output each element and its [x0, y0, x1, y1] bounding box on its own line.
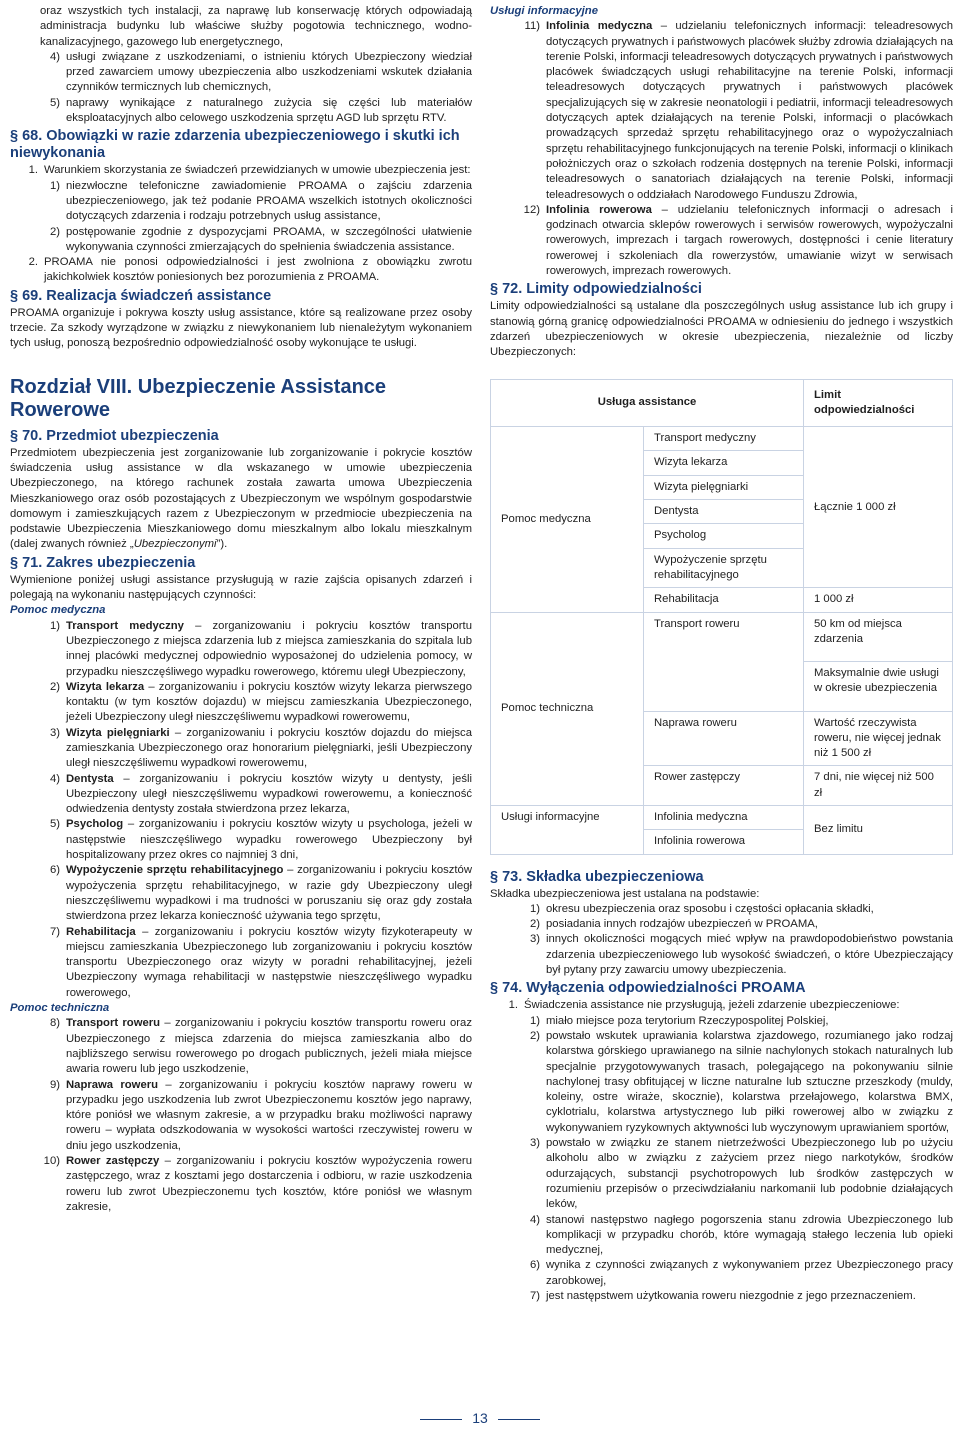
right-column: [490, 4, 953, 1304]
paragraph: Wymienione poniżej usługi assistance przysługują w razie zajścia opisanych zdarzeń i polegają na wykonaniu następujących czynności:: [10, 573, 472, 602]
table-row: [491, 805, 953, 829]
table-header-row: [491, 379, 953, 427]
paragraph: Przedmiotem ubezpieczenia jest zorganizowanie lub zorganizowanie i pokrycie kosztów świadczenia usług assistance w dla wskazanego w umowie ubezpieczenia Ubezpieczonego, na którego rachunek została zawarta umowa Ubezpieczenia Mieszkaniowego oraz osób pozostających z Ubezpieczonym we wspólnym gospodarstwie domowym i zamieszkujących razem z Ubezpieczonym w przedmiocie ubezpieczenia na podstawie Ubezpieczenia Mieszkaniowego domu mieszkalnym albo lokalu mieszkalnym (dalej zwanych również „Ubezpieczonymi”).: [10, 446, 472, 551]
page-number: 13: [472, 1410, 488, 1426]
section-heading: § 68. Obowiązki w razie zdarzenia ubezpieczeniowego i skutki ich niewykonania: [10, 128, 460, 162]
subheading: Pomoc techniczna: [10, 1002, 110, 1015]
table-cell: Rehabilitacja: [644, 588, 804, 612]
table-cell: Transport roweru: [644, 612, 804, 711]
table-cell: Dentysta: [644, 500, 804, 524]
chapter-title: Rozdział VIII. Ubezpieczenie Assistance Rowerowe: [10, 375, 387, 421]
list-item: 9) Naprawa roweru – zorganizowaniu i pokryciu kosztów naprawy roweru w przypadku jego uszkodzenia lub zwrot Ubezpieczonemu kosztów jego naprawy, które poniósł we własnym zakresie, a w przypadku braku możliwości naprawy roweru – wypłata odszkodowania w wysokości wartości rzeczywistej roweru w dniu jego uszkodzenia,: [49, 1078, 472, 1152]
table-cell: Wypożyczenie sprzętu rehabilitacyjnego: [644, 548, 804, 588]
table-cell: 7 dni, nie więcej niż 500 zł: [804, 766, 953, 806]
list-item: 2. PROAMA nie ponosi odpowiedzialności i jest zwolniona z obowiązku zwrotu jakichkolwiek kosztów poniesionych bez porozumienia z PROAMA.: [28, 256, 472, 284]
paragraph: Limity odpowiedzialności są ustalane dla poszczególnych usług assistance lub ich grupy i stanowią górną granicę odpowiedzialności PROAMA w odniesieniu do jednego i wszystkich zdarzeń ubezpieczeniowych w okresie ubezpieczenia, niezależnie od liczby Ubezpieczonych:: [490, 300, 953, 359]
list-item: 1) niezwłoczne telefoniczne zawiadomienie PROAMA o zajściu zdarzenia ubezpieczeniowego, jak też podanie PROAMA wszelkich istotnych okoliczności dotyczących zdarzenia i rodzaju potrzebnych usług assistance,: [49, 179, 472, 223]
limits-table: [490, 379, 953, 855]
table-cell: 1 000 zł: [804, 588, 953, 612]
table-cell: Bez limitu: [804, 805, 953, 854]
section-heading: § 73. Składka ubezpieczeniowa: [490, 868, 704, 885]
table-cell: 50 km od miejsca zdarzenia: [804, 612, 953, 662]
left-column: [10, 4, 472, 1215]
list-item: 6) Wypożyczenie sprzętu rehabilitacyjnego – zorganizowaniu i pokryciu kosztów wypożyczenia sprzętu rehabilitacyjnego, w razie gdy Ubezpieczony uległ nieszczęśliwemu wypadkowi i ma trudności w poruszaniu się oraz gdy została stwierdzona przez lekarza konieczność używania tego sprzętu,: [49, 864, 473, 923]
list-item: 2) posiadania innych rodzajów ubezpieczeń w PROAMA,: [529, 918, 818, 931]
section-heading: § 74. Wyłączenia odpowiedzialności PROAMA: [490, 980, 806, 997]
footer-rule: [420, 1419, 462, 1420]
list-item: 3) Wizyta pielęgniarki – zorganizowaniu i pokryciu kosztów dojazdu do miejsca zamieszkania Ubezpieczonego oraz honorarium pielęgniarki, jeśli Ubezpieczony uległ nieszczęśliwemu wypadkowi rowerowemu,: [49, 726, 472, 770]
list-item: oraz wszystkich tych instalacji, za naprawę lub konserwację których odpowiadają administracja budynku lub właściwe służby pogotowia technicznego, wodno-kanalizacyjnego, gazowego lub energetycznego,: [40, 5, 472, 48]
table-cell: Naprawa roweru: [644, 711, 804, 766]
footer-rule: [498, 1419, 540, 1420]
table-cell: Pomoc techniczna: [491, 612, 644, 805]
list-item: 8) Transport roweru – zorganizowaniu i pokryciu kosztów transportu roweru oraz Ubezpieczonego z miejsca zdarzenia do miejsca zamieszkania albo do najbliższego serwisu rowerowego po drogach publicznych, jeżeli miała miejsce awaria roweru lub jego uszkodzenie,: [49, 1017, 472, 1076]
list-item: 2) Wizyta lekarza – zorganizowaniu i pokryciu kosztów wizyty lekarza pierwszego kontaktu (w tym kosztów dojazdu) w miejscu zamieszkania Ubezpieczonego, jeżeli Ubezpieczony uległ nieszczęśliwemu wypadkowi rowerowemu,: [49, 680, 472, 724]
list-item: 4) Dentysta – zorganizowaniu i pokryciu kosztów wizyty u dentysty, jeśli Ubezpieczony uległ nieszczęśliwemu wypadkowi rowerowemu, a konieczność odwiedzenia dentysty została stwierdzona przez lekarza,: [49, 772, 472, 816]
table-row: [491, 612, 953, 662]
list-item: 2) postępowanie zgodnie z dyspozycjami PROAMA, w szczególności ułatwienie wykonywania czynności zmierzających do spełnienia świadczenia assistance.: [49, 225, 472, 253]
subheading: Pomoc medyczna: [10, 604, 106, 617]
list-item: 2) powstało wskutek uprawiania kolarstwa zjazdowego, rozumianego jako rodzaj kolarstwa górskiego uprawianego na silnie nachylonych stokach naturalnych lub specjalnie przygotowywanych trasach, polegającego na pokonywaniu silnie nachylonej trasy obfitującej w liczne naturalne lub sztuczne przeszkody (muldy, koleiny, ostre wiraże, skocznie), kolarstwa przełajowego, kolarstwa BMX, cyklotrialu, kolarstwa artystycznego lub piłki rowerowej albo w związku z wykonywaniem ryzykownych aktywności lub wyczynowym uprawianiem sportów,: [529, 1029, 953, 1134]
list-item: 1) Transport medyczny – zorganizowaniu i pokryciu kosztów transportu Ubezpieczonego z miejsca zdarzenia lub z miejsca zamieszkania do szpitala lub innej placówki medycznej odpowiednio wyposażonej do udzielenia pomocy, w przypadku nieszczęśliwego wypadku rowerowego, któremu uległ Ubezpieczony,: [49, 619, 472, 678]
page-footer: [0, 1411, 960, 1426]
list-item: 5) Psycholog – zorganizowaniu i pokryciu kosztów wizyty u psychologa, jeżeli w następstwie nieszczęśliwego wypadku rowerowego Ubezpieczony był hospitalizowany przez okres co najmniej 3 dni,: [49, 818, 472, 862]
table-header: Limit odpowiedzialności: [804, 379, 953, 427]
table-cell: Maksymalnie dwie usługi w okresie ubezpieczenia: [804, 662, 953, 712]
list-item: 3) powstało w związku ze stanem nietrzeźwości Ubezpieczonego lub po użyciu alkoholu albo w związku z zażyciem przez niego narkotyków, środków odurzających, substancji psychotropowych lub środków zastępczych w rozumieniu przepisów o przeciwdziałaniu narkomanii lub podobnie działających leków,: [529, 1137, 953, 1211]
list-item: 6) wynika z czynności związanych z wykonywaniem przez Ubezpieczonego pracy zarobkowej,: [529, 1259, 953, 1287]
list-item: 7) jest następstwem użytkowania roweru niezgodnie z jego przeznaczeniem.: [529, 1290, 916, 1302]
list-item: 3) innych okoliczności mogących mieć wpływ na prawdopodobieństwo powstania zdarzenia ubezpieczeniowego lub wysokość świadczeń, o które Ubezpieczający był pytany przy zawarciu umowy ubezpieczenia.: [529, 933, 953, 977]
list-item: 5) naprawy wynikające z naturalnego zużycia się części lub materiałów eksploatacyjnych albo celowego uszkodzenia sprzętu AGD lub sprzętu RTV.: [49, 96, 472, 125]
list-item: 4) usługi związane z uszkodzeniami, o istnieniu których Ubezpieczony wiedział przed zawarciem umowy ubezpieczenia albo uszkodzeniami wskutek działania czynników termicznych lub chemicznych,: [49, 50, 472, 94]
list-item: 7) Rehabilitacja – zorganizowaniu i pokryciu kosztów wizyty fizykoterapeuty w miejscu zamieszkania Ubezpieczonego lub zorganizowaniu i pokryciu kosztów transportu Ubezpieczonego oraz wizyty w poradni rehabilitacyjnej, jeżeli Ubezpieczony wymaga rehabilitacji w następstwie nieszczęśliwego wypadku rowerowego,: [49, 925, 472, 999]
list-item: 1. Warunkiem skorzystania ze świadczeń przewidzianych w umowie ubezpieczenia jest:: [28, 164, 471, 177]
section-heading: § 72. Limity odpowiedzialności: [490, 281, 702, 298]
list-item: 11) Infolinia medyczna – udzielaniu telefonicznych informacji: teleadresowych dotyczących prywatnych i państwowych placówek służby zdrowia działających na terenie Polski, informacji teleadresowych dotyczących prywatnych i państwowych placówek świadczących usługi rehabilitacyjne na terenie Polski, informacji teleadresowych dotyczących prywatnych i państwowych placówek specjalizujących się w zakresie neonatologii i pediatrii, informacji teleadresowych dotyczących aptek działających na terenie Polski, informacji o placówkach prowadzących sprzedaż sprzętu rehabilitacyjnego oraz o wypożyczalniach sprzętu rehabilitacyjnego funkcjonujących na terenie Polski, informacji o klinikach położniczych oraz o szkołach rodzenia dostępnych na terenie Polski, informacji teleadresowych o sanatoriach działających na terenie Polski, informacji teleadresowych o oddziałach Narodowego Funduszu Zdrowia,: [524, 20, 953, 201]
table-cell: Transport medyczny: [644, 427, 804, 451]
table-cell: Pomoc medyczna: [491, 427, 644, 612]
table-cell: Wizyta pielęgniarki: [644, 475, 804, 499]
table-cell: Łącznie 1 000 zł: [804, 427, 953, 588]
table-cell: Wizyta lekarza: [644, 451, 804, 475]
section-heading: § 70. Przedmiot ubezpieczenia: [10, 427, 219, 444]
subheading: Usługi informacyjne: [490, 5, 598, 17]
list-item: 10) Rower zastępczy – zorganizowaniu i pokryciu kosztów wypożyczenia roweru zastępczego, wraz z kosztami jego dostarczenia i odbioru, w razie uszkodzenia roweru lub zwrot Ubezpieczonemu tych kosztów, które poniósł we własnym zakresie,: [43, 1155, 472, 1213]
paragraph: PROAMA organizuje i pokrywa koszty usług assistance, które są realizowane przez osoby trzecie. Za szkody wyrządzone w związku z niewykonaniem lub nienależytym wykonaniem tych usług, ponoszą bezpośrednio odpowiedzialność osoby wykonujące te usługi.: [10, 306, 472, 350]
list-item: 4) stanowi następstwo nagłego pogorszenia stanu zdrowia Ubezpieczonego lub komplikacji w przypadku chorób, które wymagają stałego leczenia lub opieki medycznej,: [529, 1213, 953, 1257]
list-item: 1) miało miejsce poza terytorium Rzeczypospolitej Polskiej,: [529, 1014, 829, 1027]
table-header: Usługa assistance: [491, 379, 804, 427]
table-cell: Infolinia medyczna: [644, 805, 804, 829]
section-heading: § 71. Zakres ubezpieczenia: [10, 554, 196, 571]
table-cell: Psycholog: [644, 524, 804, 548]
paragraph: Składka ubezpieczeniowa jest ustalana na podstawie:: [490, 887, 760, 900]
table-row: [491, 427, 953, 451]
list-item: 1. Świadczenia assistance nie przysługują, jeżeli zdarzenie ubezpieczeniowe:: [508, 999, 900, 1012]
list-item: 1) okresu ubezpieczenia oraz sposobu i częstości opłacania składki,: [529, 902, 874, 915]
table-cell: Infolinia rowerowa: [644, 830, 804, 854]
section-heading: § 69. Realizacja świadczeń assistance: [10, 287, 272, 304]
table-cell: Wartość rzeczywista roweru, nie więcej jednak niż 1 500 zł: [804, 711, 953, 766]
table-cell: Usługi informacyjne: [491, 805, 644, 854]
table-cell: Rower zastępczy: [644, 766, 804, 806]
list-item: 12) Infolinia rowerowa – udzielaniu telefonicznych informacji o adresach i godzinach otwarcia sklepów rowerowych i serwisów rowerowych, wypożyczalni rowerowych, imprezach i targach rowerowych, dostępności i cenie literatury rowerowej i szkoleniach dla rowerzystów, umawianie wizyt w serwisach rowerowych, imprezach rowerowych.: [523, 203, 953, 278]
